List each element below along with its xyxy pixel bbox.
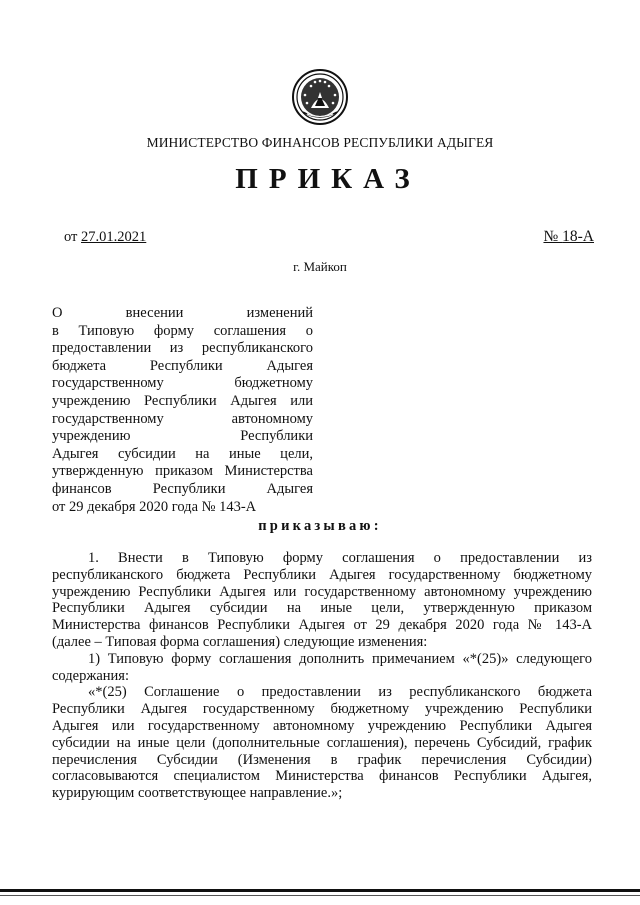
body-line: курирующим соответствующее направление.»; — [52, 785, 343, 802]
body-line: субсидии на иные цели (дополнительные соглашения), перечень Субсидий, график — [52, 734, 592, 751]
subject-block — [52, 305, 313, 516]
subject-line: государственному автономному — [52, 410, 313, 427]
subject-line: финансов Республики Адыгея — [52, 480, 313, 497]
subject-line: учреждению Республики — [52, 428, 313, 445]
document-city: г. Майкоп — [293, 259, 347, 274]
body-line: (далее – Типовая форма соглашения) следующие изменения: — [52, 633, 428, 650]
subject-line: утвержденную приказом Министерства — [52, 463, 313, 480]
subject-line: предоставлении из республиканского — [52, 340, 313, 357]
document-date — [64, 229, 146, 246]
body-line: 1. Внести в Типовую форму соглашения о предоставлении из — [88, 550, 592, 566]
subject-line: в Типовую форму соглашения о — [52, 322, 313, 339]
subject-line: О внесении изменений — [52, 305, 313, 321]
body-line: «*(25) Соглашение о предоставлении из республиканского бюджета — [88, 684, 592, 701]
body-line: перечисления Субсидии (Изменения в график перечисления Субсидии) — [52, 751, 592, 768]
body-line: Республики Адыгея субсидии на иные цели, утвержденную приказом — [52, 600, 592, 617]
subject-line: учреждению Республики Адыгея или — [52, 392, 313, 409]
body-line: учреждению Республики Адыгея или государственному автономному учреждению — [52, 583, 592, 600]
subject-line: бюджета Республики Адыгея — [52, 357, 313, 374]
order-word: приказываю: — [258, 518, 382, 534]
date-prefix: от — [64, 229, 82, 245]
number-value: 18-А — [562, 228, 594, 245]
subject-line: от 29 декабря 2020 года № 143-А — [52, 498, 257, 515]
body-line: согласовываются специалистом Министерства финансов Республики Адыгея, — [52, 768, 592, 785]
document-body — [52, 550, 592, 802]
document-type-heading: ПРИКАЗ — [235, 163, 421, 195]
body-line: Адыгея или государственному автономному учреждению Республики Адыгея — [52, 717, 592, 734]
document-number — [543, 228, 594, 246]
body-line: содержания: — [52, 667, 130, 684]
emblem-icon — [291, 68, 349, 126]
body-line: республиканского бюджета Республики Адыгея государственному бюджетному — [52, 566, 592, 583]
number-prefix: № — [543, 228, 563, 245]
body-line: Министерства финансов Республики Адыгея от 29 декабря 2020 года № 143-А — [52, 617, 592, 634]
footer-rule-thick — [0, 889, 640, 892]
ministry-title: МИНИСТЕРСТВО ФИНАНСОВ РЕСПУБЛИКИ АДЫГЕЯ — [146, 135, 494, 150]
date-value: 27.01.2021 — [81, 229, 147, 245]
subject-line: государственному бюджетному — [52, 375, 313, 392]
body-line: Республики Адыгея государственному бюджетному учреждению Республики — [52, 701, 592, 718]
footer-rule-thin — [0, 895, 640, 896]
subject-line: Адыгея субсидии на иные цели, — [52, 445, 313, 462]
body-line: 1) Типовую форму соглашения дополнить примечанием «*(25)» следующего — [88, 650, 592, 667]
